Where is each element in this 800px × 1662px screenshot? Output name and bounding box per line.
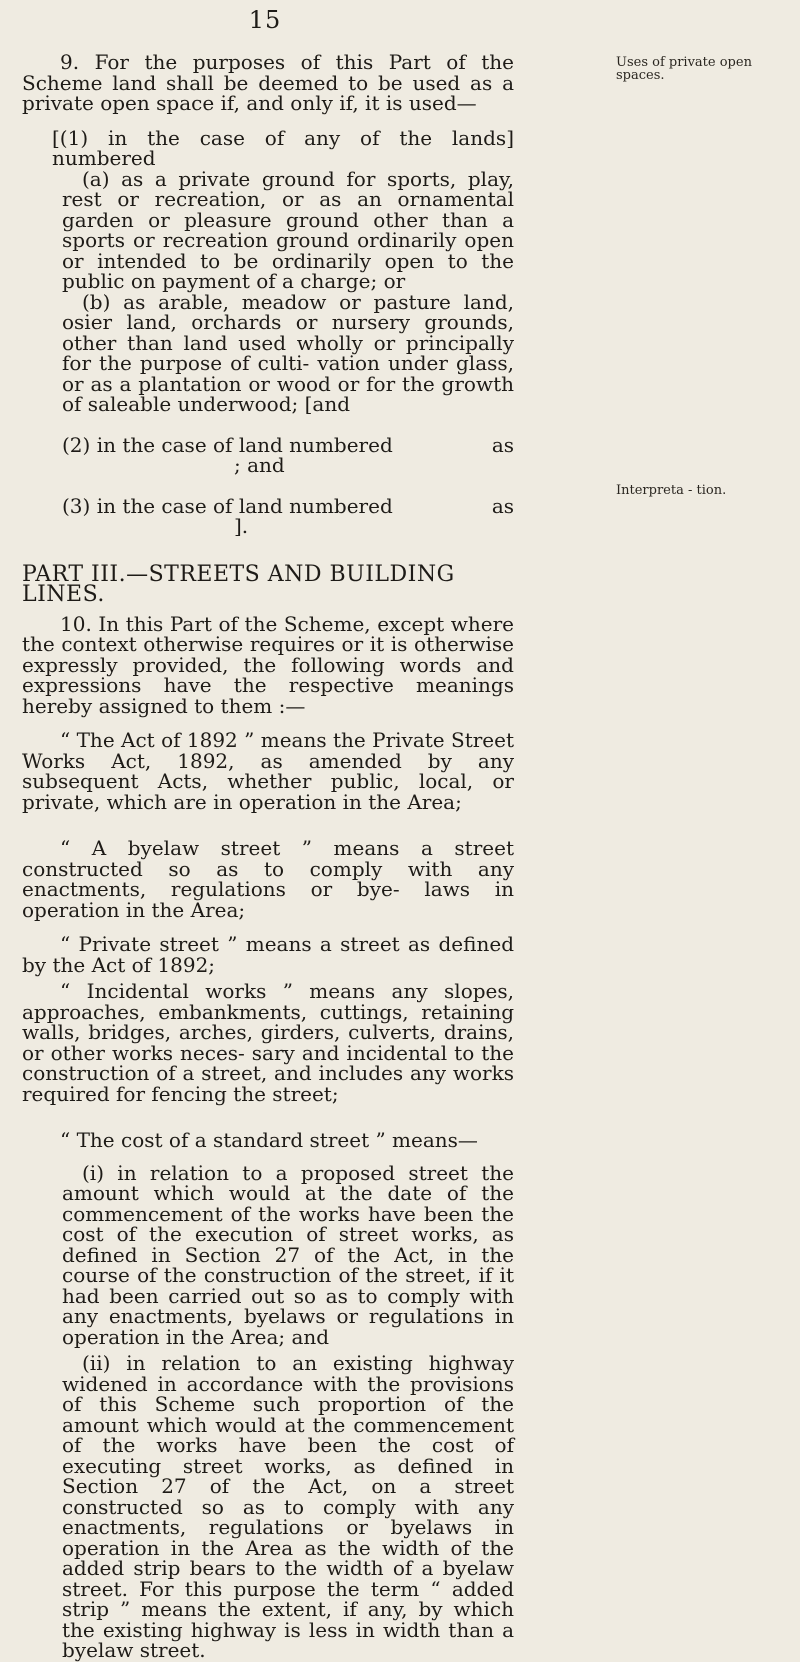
case-1-text: [(1) in the case of any of the lands numbered	[52, 125, 507, 170]
case-3-text: (3) in the case of land numbered	[62, 493, 393, 518]
case-1-close: ]	[506, 125, 514, 150]
case-2-cont: ; and	[234, 453, 285, 477]
part-3-heading: PART III.—STREETS AND BUILDING LINES.	[22, 561, 455, 607]
item-a: (a) as a private ground for sports, play, rest or recreation, or as an ornamental garden or pleasure ground other than a sports or recreation ground ordinarily open or intended to be ordinarily open to the public on payment of a charge; or	[62, 166, 514, 293]
section-9-intro: 9. For the purposes of this Part of the Scheme land shall be deemed to be used as a private open space if, and only if, it is used—	[22, 50, 514, 115]
definition-act-1892: “ The Act of 1892 ” means the Private Street Works Act, 1892, as amended by any subsequent Acts, whether public, local, or private, which are in operation in the Area;	[22, 728, 514, 814]
case-3-as: as	[491, 493, 514, 518]
page-number: 15	[248, 6, 282, 34]
item-b: (b) as arable, meadow or pasture land, osier land, orchards or nursery grounds, other than land used wholly or principally for the purpose of culti- vation under glass, or as a plantation or wood or for the growth of saleable underwood; [and	[62, 289, 514, 416]
definition-incidental-works: “ Incidental works ” means any slopes, approaches, embankments, cuttings, retaining walls, bridges, arches, girders, culverts, drains, or other works neces- sary and incidental to the construction of a street, and includes any works required for fencing the street;	[22, 979, 514, 1106]
definition-byelaw-street: “ A byelaw street ” means a street constructed so as to comply with any enactments, regulations or bye- laws in operation in the Area;	[22, 836, 514, 922]
cost-item-i: (i) in relation to a proposed street the amount which would at the date of the commencement of the works have been the cost of the execution of street works, as defined in Section 27 of the Act, in the course of the construction of the street, if it had been carried out so as to comply with any enactments, byelaws or regulations in operation in the Area; and	[62, 1160, 514, 1349]
case-2-text: (2) in the case of land numbered	[62, 432, 393, 457]
section-10-intro: 10. In this Part of the Scheme, except where the context otherwise requires or it is otherwise expressly provided, the following words and expressions have the respective meanings hereby assigned to them :—	[22, 611, 514, 718]
case-2-line	[22, 432, 514, 457]
definition-cost-standard-street: “ The cost of a standard street ” means—	[60, 1128, 478, 1152]
main-text-column	[22, 52, 514, 1661]
cost-item-ii: (ii) in relation to an existing highway widened in accordance with the provisions of this Scheme such proportion of the amount which would at the commencement of the works have been the cost of executing street works, as defined in Section 27 of the Act, on a street constructed so as to comply with any enactments, regulations or byelaws in operation in the Area as the width of the added strip bears to the width of a byelaw street. For this purpose the term “ added strip ” means the extent, if any, by which the existing highway is less in width than a byelaw street.	[62, 1351, 514, 1662]
definition-private-street: “ Private street ” means a street as defined by the Act of 1892;	[22, 932, 514, 977]
case-3-line	[22, 493, 514, 518]
margin-note-uses: Uses of private open spaces.	[616, 55, 752, 83]
case-1-line	[22, 125, 514, 170]
case-2-as: as	[491, 432, 514, 457]
margin-note-interpretation: Interpreta - tion.	[616, 483, 727, 498]
case-3-cont: ].	[234, 514, 249, 538]
